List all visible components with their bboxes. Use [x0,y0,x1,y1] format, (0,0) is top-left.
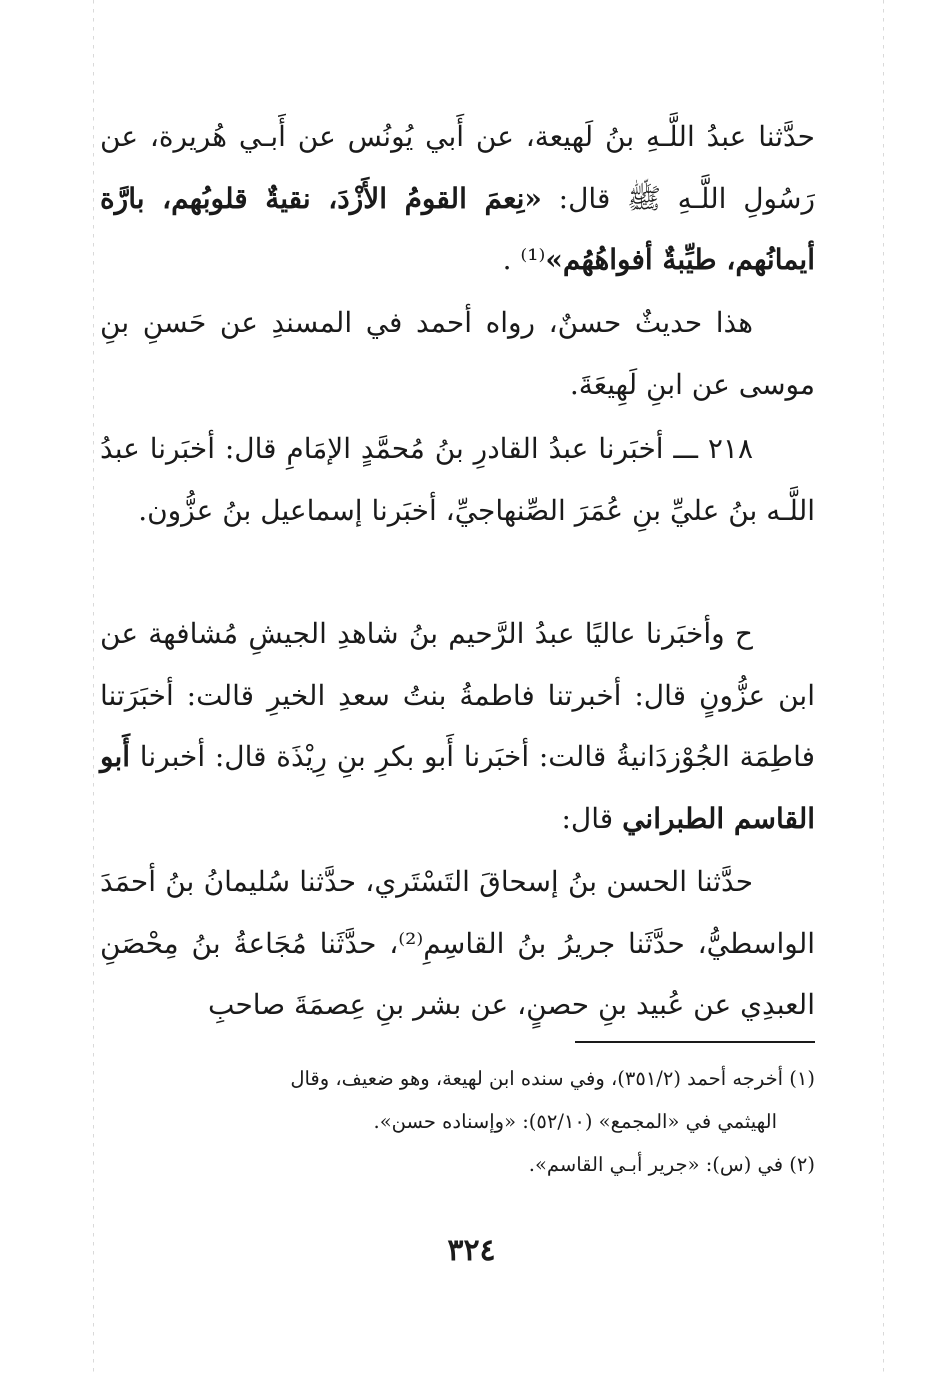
page-number: ٣٢٤ [447,1233,496,1268]
chain-continued-text: حدَّثنا الحسن بنُ إسحاقَ التَسْتَري، حدَّثنا سُليمانُ بنُ أحمَدَ الواسطيُّ، حدَّثَنا جريرُ بنُ القاسِمِ⁽²⁾، حدَّثَنا مُجَاعةُ بنُ مِحْصَنِ العبدِي عن عُبيد بنِ حصنٍ، عن بشر بنِ عِصمَةَ صاحبِ [100,865,815,1021]
paragraph-chain-continued [100,851,815,1036]
footnotes [100,1057,815,1186]
footnote-1-line-1: (١) أخرجه أحمد (٣٥١/٢)، وفي سنده ابن لهيعة، وهو ضعيف، وقال [290,1067,815,1090]
footnote-1-line-2: الهيثمي في «المجمع» (٥٢/١٠): «وإسناده حسن». [373,1110,777,1133]
chain-text: ح وأخبَرنا عاليًا عبدُ الرَّحيم بنُ شاهدِ الجيشِ مُشافهة عن ابن عزُّونٍ قال: أخبرتنا فاطمةُ بنتُ سعدِ الخيرِ قالت: أخبَرَتنا فاطِمَة الجُوْزدَانيةُ قالت: أخبَرنا أَبو بكرِ بنِ رِيْذَة قال: أخبرنا [100,617,815,773]
paragraph-grading [100,292,815,415]
grading-text: هذا حديثٌ حسنٌ، رواه أحمد في المسندِ عن حَسنِ بنِ موسى عن ابنِ لَهِيعَةَ. [100,306,815,401]
paragraph-hadith-218 [100,418,815,541]
footnote-ref-1: ⁽¹⁾ . [502,243,546,276]
footnote-2: (٢) في (س): «جرير أبـي القاسم». [528,1153,815,1176]
narrator-tabarani: أَبو القاسم الطبراني [100,740,815,835]
paragraph-chain-ha [100,603,815,849]
scan-edge-right [883,0,884,1375]
chain-end-text: قال: [561,801,623,835]
hadith-218-text: ٢١٨ ـــ أخبَرنا عبدُ القادرِ بنُ مُحمَّدٍ الإمَامِ قال: أخبَرنا عبدُ اللَّـه بنُ عليِّ بنِ عُمَرَ الصِّنهاجيِّ، أخبَرنا إسماعيل بنُ عزُّون. [100,432,815,527]
hadith-matn-text: «نِعمَ القومُ الأَزْدَ، نقيةٌ قلوبُهم، بارَّة أيمانُهم، طيِّبةٌ أفواهُهُم» [100,181,815,276]
footnote-divider [575,1041,815,1043]
hadith-isnad-text: حدَّثنا عبدُ اللَّـهِ بنُ لَهيعة، عن أَبي يُونُس عن أَبـي هُريرة، عن رَسُولِ اللَّـهِ ﷺ قال: [100,120,815,215]
paragraph-hadith-1 [100,106,815,291]
scan-edge-left [93,0,94,1375]
